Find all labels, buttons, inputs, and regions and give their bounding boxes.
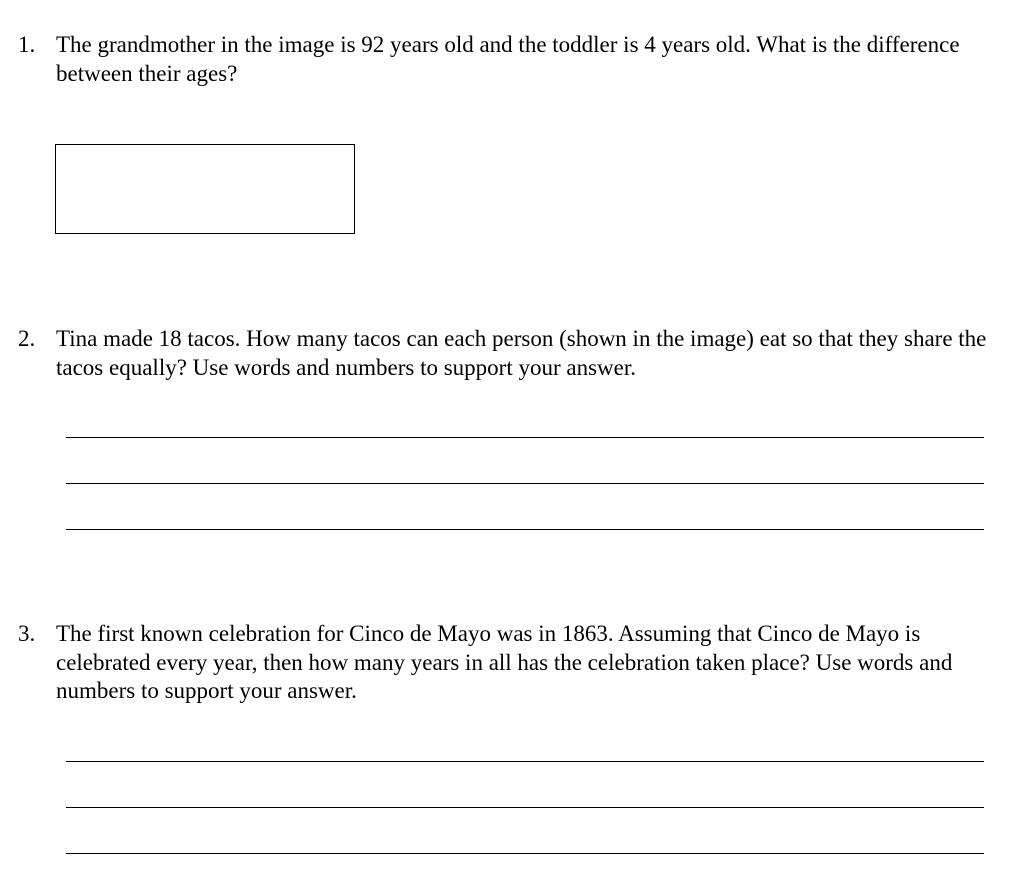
question-2-answer-line-2[interactable] xyxy=(66,483,984,484)
question-2-number: 2. xyxy=(18,326,36,351)
question-3-answer-line-2[interactable] xyxy=(66,807,984,808)
question-3-answer-line-1[interactable] xyxy=(66,761,984,762)
question-3-text: The first known celebration for Cinco de Mayo was in 1863. Assuming that Cinco de Mayo is celebrated every year, then how many years in all has the celebration taken place? Use words and numbers to support your answer. xyxy=(56,621,953,703)
question-1 xyxy=(18,31,1010,88)
question-2-answer-line-3[interactable] xyxy=(66,529,984,530)
question-2-answer-line-1[interactable] xyxy=(66,437,984,438)
question-1-text: The grandmother in the image is 92 years old and the toddler is 4 years old. What is the difference between their ages? xyxy=(56,32,960,86)
question-3 xyxy=(18,620,1010,706)
question-3-answer-line-3[interactable] xyxy=(66,853,984,854)
question-2-text: Tina made 18 tacos. How many tacos can each person (shown in the image) eat so that they share the tacos equally? Use words and numbers to support your answer. xyxy=(56,326,987,380)
question-2 xyxy=(18,325,1010,382)
question-1-number: 1. xyxy=(18,32,36,57)
question-3-number: 3. xyxy=(18,621,36,646)
question-1-answer-box[interactable] xyxy=(55,144,355,234)
